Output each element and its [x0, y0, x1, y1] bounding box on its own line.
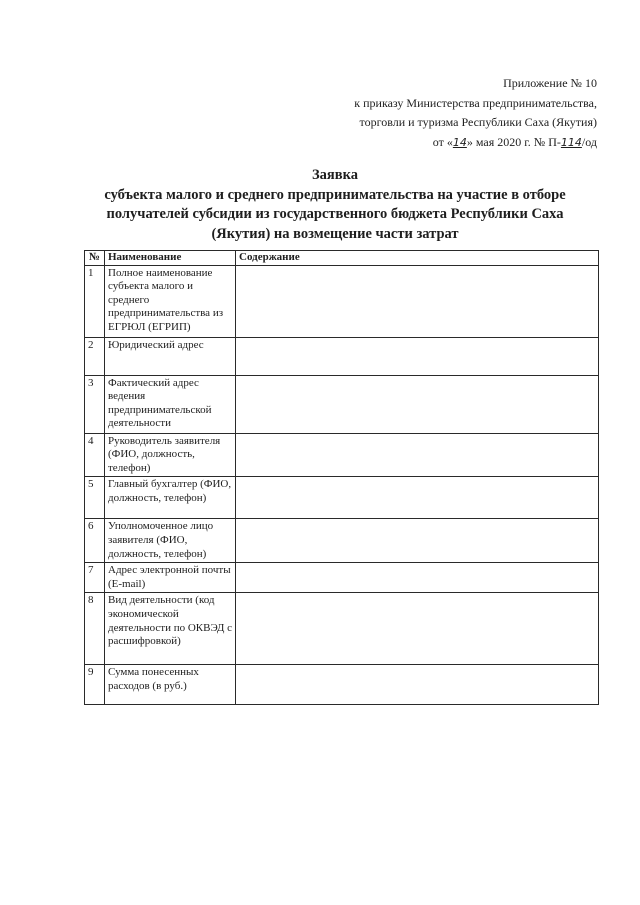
row-content-field[interactable] [236, 477, 599, 519]
table-row [85, 265, 599, 337]
row-number: 3 [85, 375, 105, 433]
document-title [90, 166, 580, 244]
date-prefix: от « [432, 134, 453, 149]
table-row [85, 477, 599, 519]
row-name: Фактический адрес ведения предпринимательской деятельности [105, 375, 236, 433]
row-name: Уполномоченное лицо заявителя (ФИО, должность, телефон) [105, 519, 236, 563]
title-line-4: (Якутия) на возмещение части затрат [211, 225, 459, 242]
appendix-number: Приложение № 10 [503, 76, 597, 90]
handwritten-day: 14 [452, 135, 467, 149]
row-content-field[interactable] [236, 265, 599, 337]
date-suffix: /од [581, 134, 597, 149]
table-row [85, 563, 599, 593]
row-name: Адрес электронной почты (E-mail) [105, 563, 236, 593]
row-number: 9 [85, 665, 105, 705]
table-row [85, 337, 599, 375]
appendix-date-line [354, 133, 597, 153]
table-row [85, 375, 599, 433]
date-middle: » мая 2020 г. № П- [466, 134, 561, 149]
header-number: № [85, 251, 105, 266]
title-line-3: получателей субсидии из государственного бюджета Республики Саха [106, 206, 564, 222]
title-line-2: субъекта малого и среднего предпринимательства на участие в отборе [104, 186, 566, 203]
appendix-header [354, 74, 597, 152]
row-number: 6 [85, 519, 105, 563]
header-content: Содержание [236, 251, 599, 266]
row-number: 1 [85, 265, 105, 337]
row-content-field[interactable] [236, 563, 599, 593]
row-content-field[interactable] [236, 519, 599, 563]
header-name: Наименование [105, 251, 236, 266]
table-row [85, 665, 599, 705]
row-number: 8 [85, 593, 105, 665]
table-row [85, 519, 599, 563]
row-content-field[interactable] [236, 433, 599, 477]
handwritten-order-number: 114 [560, 135, 582, 149]
row-number: 7 [85, 563, 105, 593]
appendix-ministry: торговли и туризма Республики Саха (Якутия) [359, 115, 597, 129]
row-name: Руководитель заявителя (ФИО, должность, телефон) [105, 433, 236, 477]
row-content-field[interactable] [236, 337, 599, 375]
row-content-field[interactable] [236, 375, 599, 433]
row-name: Полное наименование субъекта малого и среднего предпринимательства из ЕГРЮЛ (ЕГРИП) [105, 265, 236, 337]
row-name: Главный бухгалтер (ФИО, должность, телефон) [105, 477, 236, 519]
row-content-field[interactable] [236, 665, 599, 705]
row-number: 5 [85, 477, 105, 519]
table-header-row [85, 251, 599, 266]
row-number: 2 [85, 337, 105, 375]
application-table [84, 250, 599, 705]
title-line-1: Заявка [312, 167, 358, 183]
row-number: 4 [85, 433, 105, 477]
row-name: Сумма понесенных расходов (в руб.) [105, 665, 236, 705]
row-name: Вид деятельности (код экономической деятельности по ОКВЭД с расшифровкой) [105, 593, 236, 665]
row-name: Юридический адрес [105, 337, 236, 375]
table-row [85, 433, 599, 477]
row-content-field[interactable] [236, 593, 599, 665]
table-row [85, 593, 599, 665]
appendix-order-ref: к приказу Министерства предпринимательства, [354, 95, 597, 110]
